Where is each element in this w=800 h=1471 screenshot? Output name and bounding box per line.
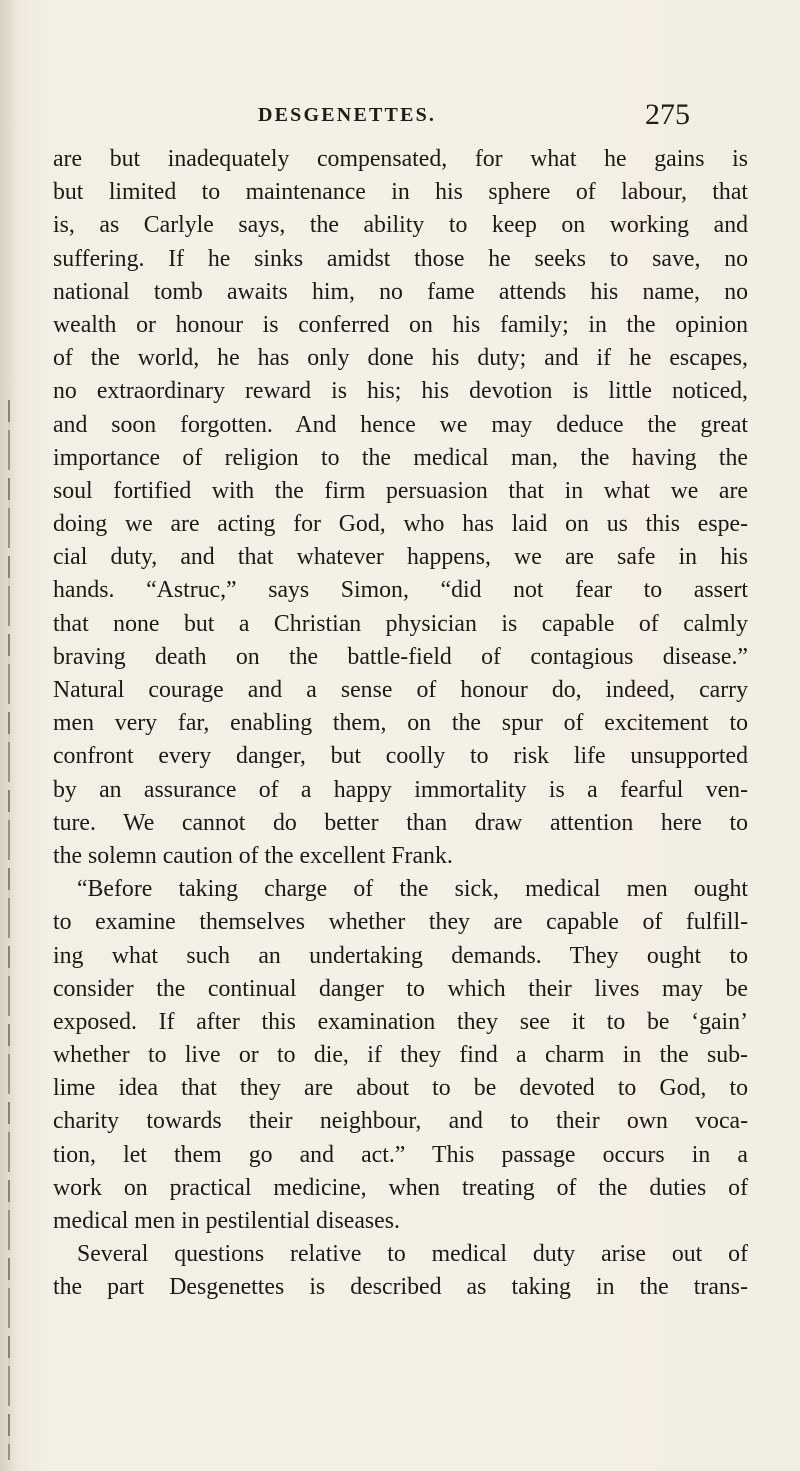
page-number: 275 — [645, 98, 690, 131]
text-line: to examine themselves whether they are capable of fulfill- — [53, 909, 748, 936]
text-line: braving death on the battle-field of contagious disease.” — [53, 643, 748, 670]
text-line: the solemn caution of the excellent Frank. — [53, 842, 453, 869]
text-line: lime idea that they are about to be devoted to God, to — [53, 1075, 748, 1102]
text-line: the part Desgenettes is described as taking in the trans- — [53, 1274, 748, 1301]
text-line: soul fortified with the firm persuasion that in what we are — [53, 477, 748, 504]
text-line: hands. “Astruc,” says Simon, “did not fear to assert — [53, 577, 748, 604]
text-line: men very far, enabling them, on the spur of excitement to — [53, 710, 748, 737]
text-line: cial duty, and that whatever happens, we are safe in his — [53, 544, 748, 571]
text-line: wealth or honour is conferred on his family; in the opinion — [53, 311, 748, 338]
text-line: and soon forgotten. And hence we may deduce the great — [53, 411, 748, 438]
text-line: Several questions relative to medical duty arise out of — [77, 1241, 748, 1268]
body-text — [53, 143, 748, 1305]
text-line: exposed. If after this examination they see it to be ‘gain’ — [53, 1008, 748, 1035]
text-line: suffering. If he sinks amidst those he seeks to save, no — [53, 245, 748, 272]
text-line: of the world, he has only done his duty; and if he escapes, — [53, 345, 748, 372]
text-line: national tomb awaits him, no fame attends his name, no — [53, 278, 748, 305]
text-line: no extraordinary reward is his; his devotion is little noticed, — [53, 378, 748, 405]
text-line: whether to live or to die, if they find a charm in the sub- — [53, 1042, 748, 1069]
text-line: Natural courage and a sense of honour do, indeed, carry — [53, 677, 748, 703]
running-head — [0, 98, 800, 132]
running-title: DESGENETTES. — [258, 104, 437, 126]
text-line: ture. We cannot do better than draw attention here to — [53, 809, 748, 836]
text-line: consider the continual danger to which their lives may be — [53, 975, 748, 1002]
text-line: “Before taking charge of the sick, medical men ought — [77, 876, 748, 903]
binding-edge — [8, 400, 10, 1460]
text-line: by an assurance of a happy immortality is a fearful ven- — [53, 776, 748, 803]
text-line: tion, let them go and act.” This passage occurs in a — [53, 1141, 748, 1168]
text-line: importance of religion to the medical man, the having the — [53, 444, 748, 471]
text-line: is, as Carlyle says, the ability to keep on working and — [53, 212, 748, 239]
text-line: charity towards their neighbour, and to their own voca- — [53, 1108, 748, 1135]
text-line: ing what such an undertaking demands. They ought to — [53, 942, 748, 969]
text-line: work on practical medicine, when treating of the duties of — [53, 1174, 748, 1201]
text-line: but limited to maintenance in his sphere of labour, that — [53, 179, 748, 206]
text-line: that none but a Christian physician is capable of calmly — [53, 610, 748, 637]
text-line: are but inadequately compensated, for what he gains is — [53, 146, 748, 172]
text-line: medical men in pestilential diseases. — [53, 1208, 400, 1234]
text-line: doing we are acting for God, who has laid on us this espe- — [53, 511, 748, 538]
text-line: confront every danger, but coolly to risk life unsupported — [53, 743, 748, 770]
